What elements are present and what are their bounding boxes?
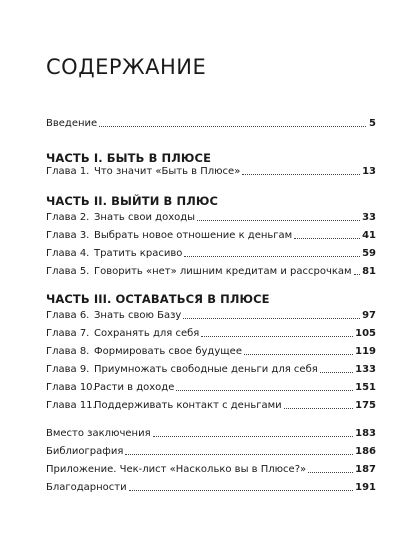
page-number: 119 — [355, 346, 376, 357]
toc-entry-label: Введение — [46, 118, 98, 129]
toc-entry-label: Приложение. Чек-лист «Насколько вы в Плюсе?» — [46, 464, 307, 475]
page-title: СОДЕРЖАНИЕ — [46, 55, 207, 79]
chapter-title: Расти в доходе — [94, 382, 175, 393]
chapter-title: Говорить «нет» лишним кредитам и рассрочкам — [94, 266, 352, 277]
leader-dots — [201, 336, 353, 337]
leader-dots — [308, 472, 353, 473]
toc-entry-back-matter[interactable] — [46, 444, 376, 458]
chapter-number: Глава 2. — [46, 212, 90, 223]
page-number: 187 — [355, 464, 376, 475]
chapter-number: Глава 4. — [46, 248, 90, 259]
part-heading: ЧАСТЬ II. ВЫЙТИ В ПЛЮС — [46, 194, 219, 208]
chapter-number: Глава 9. — [46, 364, 90, 375]
chapter-number: Глава 11. — [46, 400, 96, 411]
leader-dots — [125, 454, 353, 455]
toc-entry-chapter[interactable] — [46, 308, 376, 322]
leader-dots — [99, 126, 366, 127]
part-heading: ЧАСТЬ III. ОСТАВАТЬСЯ В ПЛЮСЕ — [46, 292, 270, 306]
toc-entry-chapter[interactable] — [46, 344, 376, 358]
chapter-title: Тратить красиво — [94, 248, 183, 259]
chapter-number: Глава 1. — [46, 166, 90, 177]
chapter-number: Глава 3. — [46, 230, 90, 241]
page-number: 133 — [355, 364, 376, 375]
page-number: 105 — [355, 328, 376, 339]
toc-entry-chapter[interactable] — [46, 362, 376, 376]
chapter-title: Сохранять для себя — [94, 328, 200, 339]
chapter-number: Глава 7. — [46, 328, 90, 339]
toc-entry-chapter[interactable] — [46, 210, 376, 224]
chapter-title: Знать свои доходы — [94, 212, 196, 223]
page-number: 183 — [355, 428, 376, 439]
leader-dots — [153, 436, 354, 437]
toc-entry-back-matter[interactable] — [46, 480, 376, 494]
chapter-title: Что значит «Быть в Плюсе» — [94, 166, 241, 177]
leader-dots — [284, 408, 353, 409]
page-number: 151 — [355, 382, 376, 393]
page-number: 186 — [355, 446, 376, 457]
toc-entry-label: Благодарности — [46, 482, 127, 493]
toc-entry-chapter[interactable] — [46, 398, 376, 412]
leader-dots — [242, 174, 360, 175]
toc-entry-chapter[interactable] — [46, 164, 376, 178]
page-number: 41 — [362, 230, 376, 241]
page-number: 59 — [362, 248, 376, 259]
toc-entry-chapter[interactable] — [46, 326, 376, 340]
leader-dots — [129, 490, 354, 491]
chapter-number: Глава 5. — [46, 266, 90, 277]
chapter-title: Приумножать свободные деньги для себя — [94, 364, 318, 375]
toc-entry-back-matter[interactable] — [46, 462, 376, 476]
chapter-number: Глава 8. — [46, 346, 90, 357]
toc-entry-intro[interactable] — [46, 116, 376, 130]
chapter-title: Поддерживать контакт с деньгами — [94, 400, 282, 411]
toc-entry-chapter[interactable] — [46, 228, 376, 242]
toc-entry-back-matter[interactable] — [46, 426, 376, 440]
page-number: 5 — [369, 118, 376, 129]
leader-dots — [183, 318, 360, 319]
page-number: 191 — [355, 482, 376, 493]
page-number: 175 — [355, 400, 376, 411]
chapter-number: Глава 10. — [46, 382, 96, 393]
page-number: 81 — [362, 266, 376, 277]
chapter-title: Знать свою Базу — [94, 310, 182, 321]
leader-dots — [294, 238, 360, 239]
toc-entry-chapter[interactable] — [46, 264, 376, 278]
chapter-number: Глава 6. — [46, 310, 90, 321]
page-number: 13 — [362, 166, 376, 177]
part-heading: ЧАСТЬ I. БЫТЬ В ПЛЮСЕ — [46, 151, 212, 165]
chapter-title: Формировать свое будущее — [94, 346, 242, 357]
leader-dots — [354, 274, 361, 275]
leader-dots — [176, 390, 353, 391]
toc-entry-chapter[interactable] — [46, 246, 376, 260]
leader-dots — [320, 372, 353, 373]
leader-dots — [244, 354, 353, 355]
toc-entry-label: Вместо заключения — [46, 428, 151, 439]
chapter-title: Выбрать новое отношение к деньгам — [94, 230, 293, 241]
leader-dots — [184, 256, 360, 257]
page-number: 33 — [362, 212, 376, 223]
leader-dots — [197, 220, 360, 221]
toc-entry-chapter[interactable] — [46, 380, 376, 394]
page-number: 97 — [362, 310, 376, 321]
toc-entry-label: Библиография — [46, 446, 124, 457]
